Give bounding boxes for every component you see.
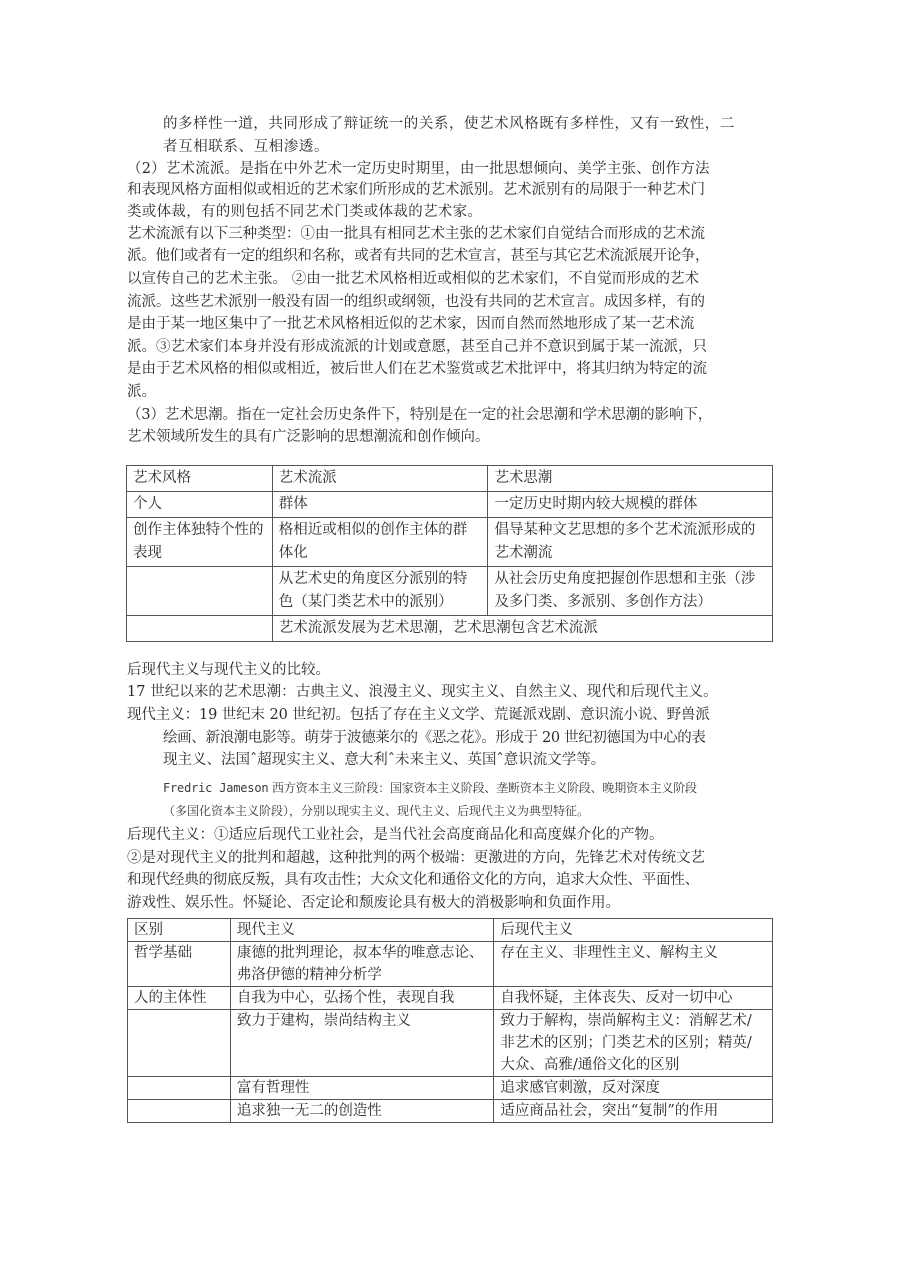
- table-cell: 致力于解构，崇尚解构主义：消解艺术/非艺术的区别；门类艺术的区别；精英/大众、高雅/通俗文化的区别: [494, 1010, 773, 1077]
- table-cell: 倡导某种文艺思想的多个艺术流派形成的艺术潮流: [488, 518, 773, 567]
- paragraph-line: 流派。这些艺术派别一般没有固一的组织或纲领，也没有共同的艺术宣言。成因多样，有的: [127, 294, 705, 310]
- table-header-row: [128, 919, 773, 942]
- table-cell-merged: 艺术流派发展为艺术思潮，艺术思潮包含艺术流派: [272, 616, 772, 642]
- table-cell: 康德的批判理论，叔本华的唯意志论、弗洛伊德的精神分析学: [230, 942, 494, 987]
- paragraph-line: 以宣传自己的艺术主张。 ②由一批艺术风格相近或相似的艺术家们，不自觉而形成的艺术: [127, 271, 700, 287]
- art-comparison-table: [126, 465, 773, 642]
- table-cell: 创作主体独特个性的表现: [127, 518, 273, 567]
- table-cell: 自我怀疑，主体丧失、反对一切中心: [494, 987, 773, 1010]
- paragraph-line: 艺术流派有以下三种类型：①由一批具有相同艺术主张的艺术家们自觉结合而形成的艺术流: [127, 226, 705, 242]
- table-header-row: [127, 466, 773, 492]
- section-title: 后现代主义与现代主义的比较。: [127, 662, 330, 678]
- table-header-cell: 艺术风格: [127, 466, 273, 492]
- table-cell: 哲学基础: [128, 942, 231, 987]
- table-cell: 一定历史时期内较大规模的群体: [488, 492, 773, 518]
- paragraph-line: 后现代主义：①适应后现代工业社会，是当代社会高度商品化和高度媒介化的产物。: [127, 827, 664, 843]
- paragraph-line: 派。③艺术家们本身并没有形成流派的计划或意愿，甚至自己并不意识到属于某一流派，只: [127, 339, 707, 355]
- paragraph-line: 的多样性一道，共同形成了辩证统一的关系，使艺术风格既有多样性，又有一致性，二: [163, 116, 735, 132]
- table-cell: 致力于建构，崇尚结构主义: [230, 1010, 494, 1077]
- table-cell: [128, 1077, 231, 1100]
- table-cell: 适应商品社会，突出“复制”的作用: [494, 1100, 773, 1123]
- paragraph-line: 和现代经典的彻底反叛，具有攻击性；大众文化和通俗文化的方向，追求大众性、平面性、: [127, 872, 699, 888]
- paragraph-line: （3）艺术思潮。指在一定社会历史条件下，特别是在一定的社会思潮和学术思潮的影响下，: [127, 407, 713, 423]
- table-cell: 群体: [272, 492, 488, 518]
- paragraph-line: ②是对现代主义的批判和超越，这种批判的两个极端：更激进的方向，先锋艺术对传统文艺: [127, 850, 705, 866]
- table-row: [128, 1077, 773, 1100]
- table-cell: [128, 1010, 231, 1077]
- paragraph-line: 绘画、新浪潮电影等。萌芽于波德莱尔的《恶之花》。形成于 20 世纪初德国为中心的表: [163, 730, 706, 746]
- table-row: [127, 616, 773, 642]
- table-header-cell: 现代主义: [230, 919, 494, 942]
- jameson-text: 西方资本主义三阶段：国家资本主义阶段、垄断资本主义阶段、晚期资本主义阶段: [268, 781, 697, 795]
- paragraph-line: （2）艺术流派。是指在中外艺术一定历史时期里，由一批思想倾向、美学主张、创作方法: [127, 161, 710, 177]
- table-cell: [127, 616, 273, 642]
- author-name: Fredric Jameson: [163, 781, 269, 795]
- table-row: [127, 567, 773, 616]
- paragraph-line: 17 世纪以来的艺术思潮：古典主义、浪漫主义、现实主义、自然主义、现代和后现代主义。: [127, 684, 718, 700]
- table-header-cell: 区别: [128, 919, 231, 942]
- paragraph-line: 和表现风格方面相似或相近的艺术家们所形成的艺术派别。艺术派别有的局限于一种艺术门: [127, 182, 705, 198]
- table-cell: 追求独一无二的创造性: [230, 1100, 494, 1123]
- table-row: [128, 987, 773, 1010]
- paragraph-line: 是由于某一地区集中了一批艺术风格相近似的艺术家，因而自然而然地形成了某一艺术流: [127, 316, 695, 332]
- table-header-cell: 艺术思潮: [488, 466, 773, 492]
- table-cell: 人的主体性: [128, 987, 231, 1010]
- jameson-line: （多国化资本主义阶段），分别以现实主义、现代主义、后现代主义为典型特征。: [163, 804, 590, 818]
- paragraph-line: 类或体裁，有的则包括不同艺术门类或体裁的艺术家。: [127, 204, 483, 220]
- paragraph-line: 现主义、法国ˆ超现实主义、意大利ˆ未来主义、英国ˆ意识流文学等。: [163, 752, 606, 768]
- table-cell: 存在主义、非理性主义、解构主义: [494, 942, 773, 987]
- table-row: [128, 1010, 773, 1077]
- paragraph-line: 现代主义：19 世纪末 20 世纪初。包括了存在主义文学、荒诞派戏剧、意识流小说、野兽派: [127, 707, 710, 723]
- table-cell: [128, 1100, 231, 1123]
- paragraph-line: 派。他们或者有一定的组织和名称，或者有共同的艺术宣言，甚至与其它艺术流派展开论争，: [127, 248, 710, 264]
- paragraph-line: 游戏性、娱乐性。怀疑论、否定论和颓废论具有极大的消极影响和负面作用。: [127, 895, 620, 911]
- table-row: [127, 492, 773, 518]
- table-row: [128, 942, 773, 987]
- table-cell: 从艺术史的角度区分派别的特色（某门类艺术中的派别）: [272, 567, 488, 616]
- paragraph-line: 艺术领域所发生的具有广泛影响的思想潮流和创作倾向。: [127, 429, 490, 445]
- table-cell: 从社会历史角度把握创作思想和主张（涉及多门类、多派别、多创作方法）: [488, 567, 773, 616]
- table-cell: 富有哲理性: [230, 1077, 494, 1100]
- table-cell: 个人: [127, 492, 273, 518]
- table-row: [127, 518, 773, 567]
- jameson-line: [163, 778, 697, 798]
- paragraph-line: 派。: [127, 384, 156, 400]
- table-cell: 格相近或相似的创作主体的群体化: [272, 518, 488, 567]
- paragraph-line: 者互相联系、互相渗透。: [163, 139, 330, 155]
- table-header-cell: 艺术流派: [272, 466, 488, 492]
- paragraph-line: 是由于艺术风格的相似或相近，被后世人们在艺术鉴赏或艺术批评中，将其归纳为特定的流: [127, 361, 707, 377]
- table-cell: [127, 567, 273, 616]
- table-header-cell: 后现代主义: [494, 919, 773, 942]
- table-cell: 追求感官刺激，反对深度: [494, 1077, 773, 1100]
- table-row: [128, 1100, 773, 1123]
- table-cell: 自我为中心，弘扬个性，表现自我: [230, 987, 494, 1010]
- modernism-comparison-table: [127, 918, 773, 1123]
